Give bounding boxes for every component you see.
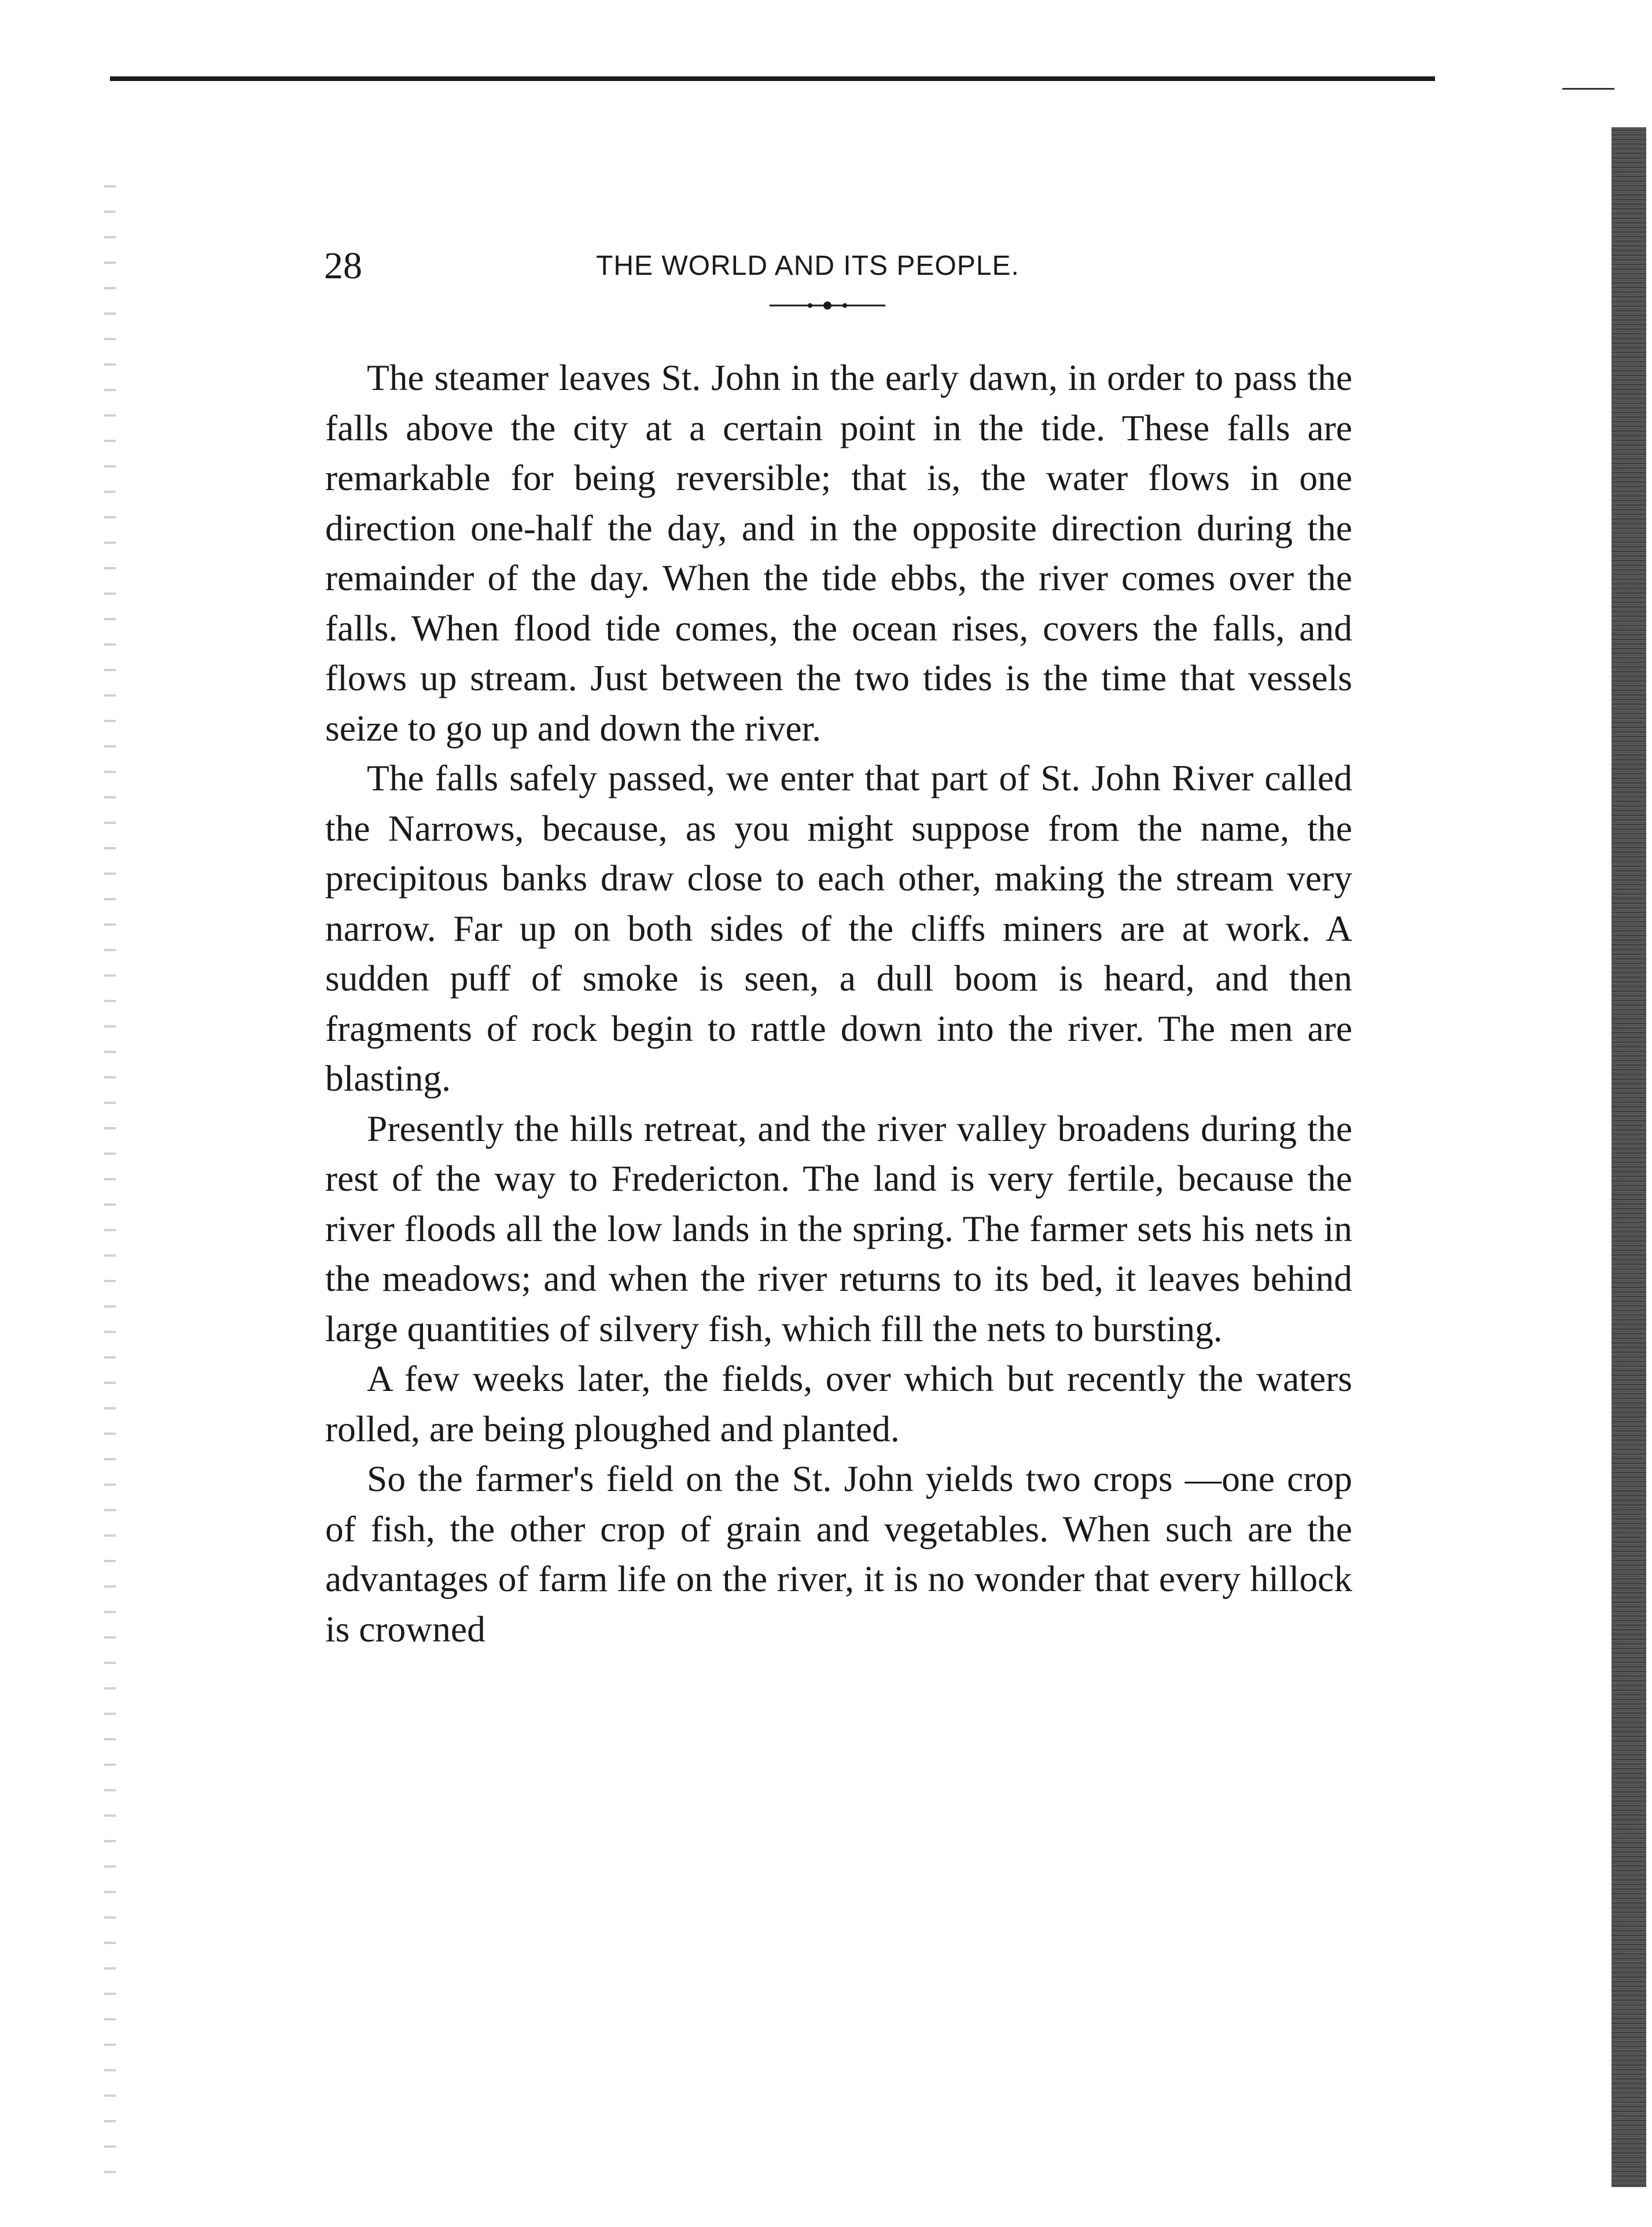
body-text xyxy=(325,353,1352,1654)
top-rule xyxy=(110,76,1435,81)
paragraph-1: The steamer leaves St. John in the early dawn, in order to pass the falls above the city at a certain point in the tide. These falls are remarkable for being reversible; that is, the water flows in one direction one-half the day, and in the opposite direction during the remainder of the day. When the tide ebbs, the river comes over the falls. When flood tide comes, the ocean rises, covers the falls, and flows up stream. Just between the two tides is the time that vessels seize to go up and down the river. xyxy=(325,357,1352,749)
page-number: 28 xyxy=(324,245,362,287)
paragraph-2: The falls safely passed, we enter that part of St. John River called the Narrows, because, as you might suppose from the name, the precipitous banks draw close to each other, making the stream very narrow. Far up on both sides of the cliffs miners are at work. A sudden puff of smoke is seen, a dull boom is heard, and then fragments of rock begin to rattle down into the river. The men are blasting. xyxy=(325,757,1352,1099)
top-rule-right xyxy=(1562,88,1614,90)
paragraph-5: So the farmer's field on the St. John yields two crops —one crop of fish, the other crop of grain and vegetables. When such are the advantages of farm life on the river, it is no wonder that every hillock is crowned xyxy=(325,1458,1352,1650)
scan-margin-marks xyxy=(104,162,116,2187)
running-title: THE WORLD AND ITS PEOPLE. xyxy=(596,251,1020,281)
paragraph-4: A few weeks later, the fields, over which but recently the waters rolled, are being ploughed and planted. xyxy=(325,1358,1352,1449)
paragraph-3: Presently the hills retreat, and the river valley broadens during the rest of the way to Fredericton. The land is very fertile, because the river floods all the low lands in the spring. The farmer sets his nets in the meadows; and when the river returns to its bed, it leaves behind large quantities of silvery fish, which fill the nets to bursting. xyxy=(325,1107,1352,1349)
header-ornament xyxy=(770,301,885,310)
page-header xyxy=(324,243,1342,289)
scan-edge xyxy=(1611,127,1646,2187)
